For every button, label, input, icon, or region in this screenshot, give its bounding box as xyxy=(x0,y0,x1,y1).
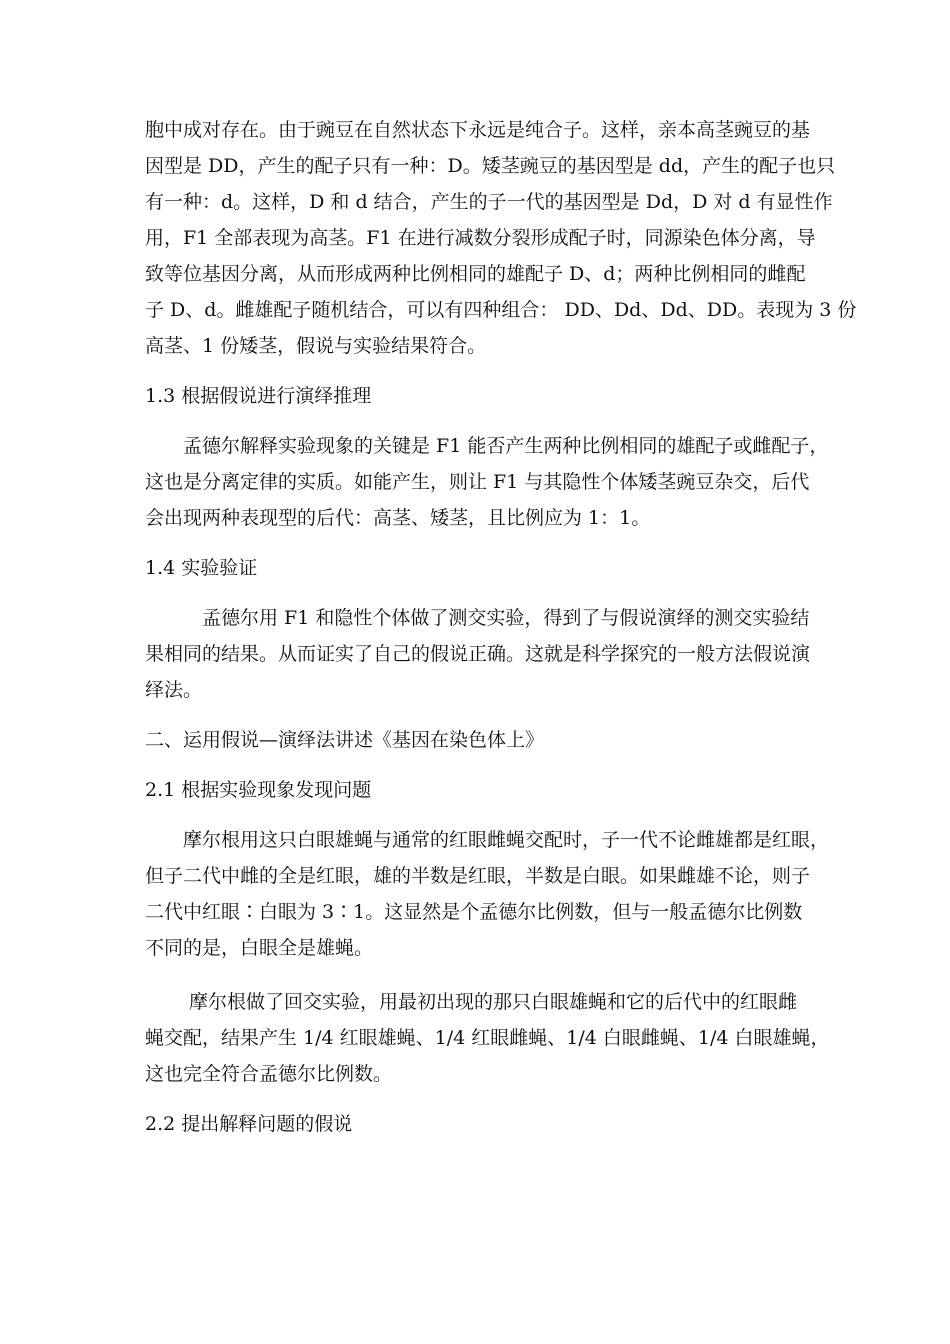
document-page xyxy=(145,112,857,1142)
text-line: 因型是 DD，产生的配子只有一种：D。矮茎豌豆的基因型是 dd，产生的配子也只 xyxy=(145,155,836,177)
text-line: 孟德尔用 F1 和隐性个体做了测交实验，得到了与假说演绎的测交实验结 xyxy=(145,607,810,629)
paragraph-2 xyxy=(145,428,829,536)
section-heading-2-2: 2.2 提出解释问题的假说 xyxy=(145,1113,353,1135)
text-line: 高茎、1 份矮茎，假说与实验结果符合。 xyxy=(145,335,487,357)
text-line: 这也完全符合孟德尔比例数。 xyxy=(145,1063,393,1085)
text-line: 但子二代中雌的全是红眼，雄的半数是红眼，半数是白眼。如果雌雄不论，则子 xyxy=(145,865,811,887)
paragraph-1 xyxy=(145,112,857,364)
text-line: 胞中成对存在。由于豌豆在自然状态下永远是纯合子。这样，亲本高茎豌豆的基 xyxy=(145,119,811,141)
text-line: 不同的是，白眼全是雄蝇。 xyxy=(145,937,374,959)
text-line: 绎法。 xyxy=(145,679,203,701)
text-line: 孟德尔解释实验现象的关键是 F1 能否产生两种比例相同的雄配子或雌配子， xyxy=(145,435,829,457)
text-line: 摩尔根做了回交实验，用最初出现的那只白眼雄蝇和它的后代中的红眼雌 xyxy=(145,991,798,1013)
text-line: 会出现两种表现型的后代：高茎、矮茎，且比例应为 1：1。 xyxy=(145,507,651,529)
text-line: 致等位基因分离，从而形成两种比例相同的雄配子 D、d；两种比例相同的雌配 xyxy=(145,263,806,285)
text-line: 用，F1 全部表现为高茎。F1 在进行减数分裂形成配子时，同源染色体分离，导 xyxy=(145,227,816,249)
section-heading-1-4: 1.4 实验验证 xyxy=(145,557,258,579)
section-heading-1-3: 1.3 根据假说进行演绎推理 xyxy=(145,385,372,407)
text-line: 二代中红眼∶白眼为 3∶1。这显然是个孟德尔比例数，但与一般孟德尔比例数 xyxy=(145,901,803,923)
paragraph-5 xyxy=(145,984,830,1092)
text-line: 蝇交配，结果产生 1/4 红眼雄蝇、1/4 红眼雌蝇、1/4 白眼雌蝇、1/4 白眼雄蝇， xyxy=(145,1027,830,1049)
text-line: 果相同的结果。从而证实了自己的假说正确。这就是科学探究的一般方法假说演 xyxy=(145,643,811,665)
text-line: 有一种：d。这样，D 和 d 结合，产生的子一代的基因型是 Dd，D 对 d 有显性作 xyxy=(145,191,833,213)
text-line: 摩尔根用这只白眼雄蝇与通常的红眼雌蝇交配时，子一代不论雌雄都是红眼， xyxy=(145,829,830,851)
text-line: 这也是分离定律的实质。如能产生，则让 F1 与其隐性个体矮茎豌豆杂交，后代 xyxy=(145,471,810,493)
paragraph-4 xyxy=(145,822,830,966)
paragraph-3 xyxy=(145,600,815,708)
chapter-heading-2: 二、运用假说—演绎法讲述《基因在染色体上》 xyxy=(145,729,545,751)
text-line: 子 D、d。雌雄配子随机结合，可以有四种组合： DD、Dd、Dd、DD。表现为 3 份 xyxy=(145,299,857,321)
section-heading-2-1: 2.1 根据实验现象发现问题 xyxy=(145,779,372,801)
